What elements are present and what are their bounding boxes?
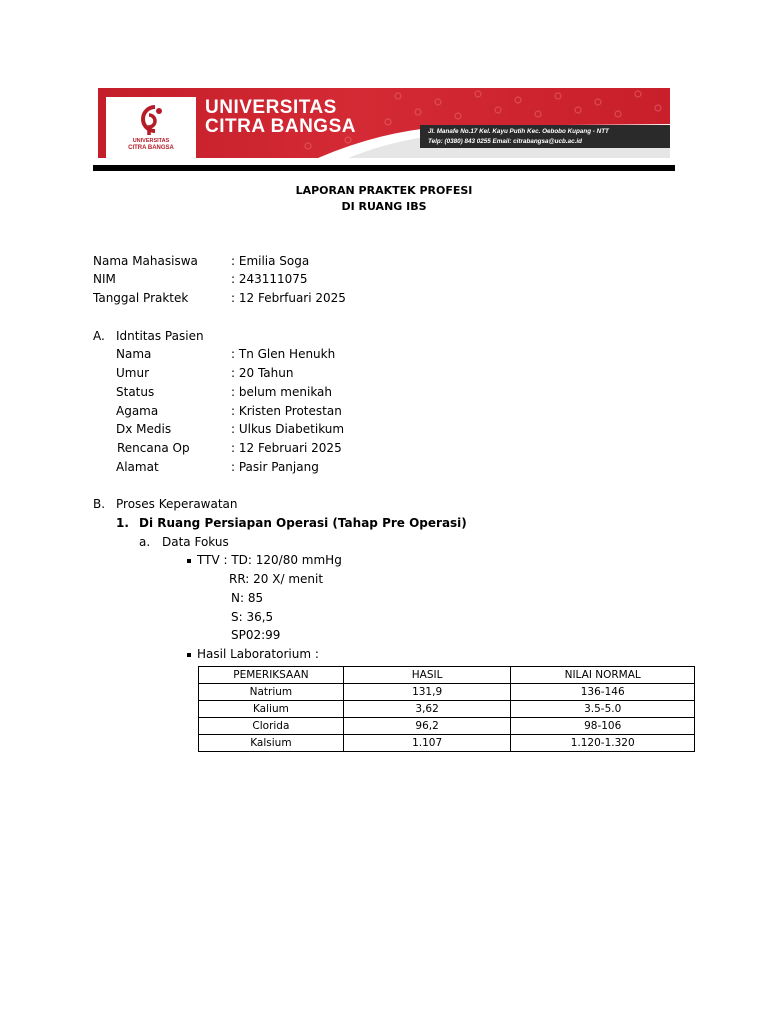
student-label-nim: NIM [93, 272, 116, 286]
table-cell: Clorida [199, 718, 344, 735]
column-header-result: HASIL [343, 667, 511, 684]
table-row [199, 735, 695, 752]
patient-label-diagnosis: Dx Medis [116, 422, 172, 436]
table-row [199, 701, 695, 718]
table-cell: 131,9 [343, 684, 511, 701]
bullet-icon [187, 653, 191, 657]
table-cell: 96,2 [343, 718, 511, 735]
table-cell: Natrium [199, 684, 344, 701]
report-title-line1: LAPORAN PRAKTEK PROFESI [295, 184, 473, 197]
patient-value-religion: : Kristen Protestan [231, 404, 342, 418]
table-cell: 136-146 [511, 684, 695, 701]
patient-value-status: : belum menikah [231, 385, 333, 399]
table-cell: 1.107 [343, 735, 511, 752]
section-b-marker: B. [93, 497, 106, 511]
subsection-a-heading: Data Fokus [162, 535, 229, 549]
patient-label-religion: Agama [116, 404, 159, 418]
student-value-nim: : 243111075 [231, 272, 308, 286]
report-title-line2: DI RUANG IBS [341, 200, 427, 213]
table-cell: 98-106 [511, 718, 695, 735]
table-cell: Kalium [199, 701, 344, 718]
vital-signs-spo2: SP02:99 [231, 628, 281, 642]
patient-value-surgery-plan: : 12 Februari 2025 [231, 441, 342, 455]
table-cell: 1.120-1.320 [511, 735, 695, 752]
subsection-a-marker: a. [139, 535, 151, 549]
patient-value-diagnosis: : Ulkus Diabetikum [231, 422, 345, 436]
letterhead-divider [93, 165, 675, 171]
patient-label-name: Nama [116, 347, 152, 361]
table-row [199, 684, 695, 701]
lab-results-table [198, 666, 695, 752]
university-contact: Telp: (0380) 843 0255 Email: citrabangsa@ucb.ac.id [428, 138, 582, 145]
patient-label-surgery-plan: Rencana Op [117, 441, 190, 455]
logo-emblem-icon [133, 101, 169, 137]
student-label-name: Nama Mahasiswa [93, 254, 198, 268]
section-b-heading: Proses Keperawatan [116, 497, 238, 511]
vital-signs-td: TTV : TD: 120/80 mmHg [197, 553, 342, 567]
student-value-name: : Emilia Soga [231, 254, 310, 268]
subsection-1-marker: 1. [116, 516, 129, 530]
patient-value-address: : Pasir Panjang [231, 460, 319, 474]
university-address: Jl. Manafe No.17 Kel. Kayu Putih Kec. Oebobo Kupang - NTT [428, 128, 609, 135]
student-value-date: : 12 Febrfuari 2025 [231, 291, 346, 305]
university-name-line2: CITRA BANGSA [205, 116, 356, 137]
patient-label-address: Alamat [116, 460, 159, 474]
vital-signs-n: N: 85 [231, 591, 264, 605]
patient-label-status: Status [116, 385, 155, 399]
table-cell: Kalsium [199, 735, 344, 752]
lab-results-heading: Hasil Laboratorium : [197, 647, 319, 661]
logo-text-line2: CITRA BANGSA [128, 145, 174, 151]
university-name-line1: UNIVERSITAS [205, 97, 337, 118]
vital-signs-rr: RR: 20 X/ menit [229, 572, 324, 586]
patient-value-age: : 20 Tahun [231, 366, 294, 380]
section-a-heading: Idntitas Pasien [116, 329, 204, 343]
student-label-date: Tanggal Praktek [93, 291, 189, 305]
bullet-icon [187, 559, 191, 563]
section-a-marker: A. [93, 329, 105, 343]
university-logo [106, 97, 196, 158]
vital-signs-s: S: 36,5 [231, 610, 274, 624]
letterhead-banner [98, 88, 670, 158]
table-header-row [199, 667, 695, 684]
table-row [199, 718, 695, 735]
subsection-1-heading: Di Ruang Persiapan Operasi (Tahap Pre Operasi) [139, 516, 467, 530]
table-cell: 3,62 [343, 701, 511, 718]
patient-value-name: : Tn Glen Henukh [231, 347, 336, 361]
column-header-test: PEMERIKSAAN [199, 667, 344, 684]
logo-text-line1: UNIVERSITAS [132, 138, 170, 144]
column-header-normal: NILAI NORMAL [511, 667, 695, 684]
table-cell: 3.5-5.0 [511, 701, 695, 718]
patient-label-age: Umur [116, 366, 150, 380]
